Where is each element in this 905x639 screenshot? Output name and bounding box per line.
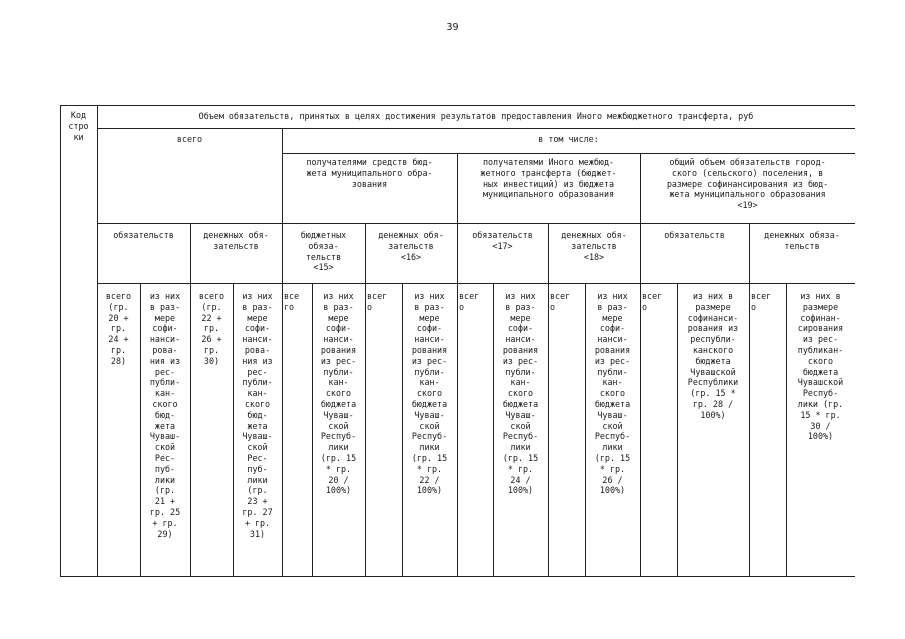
- row-rule-3: [97, 223, 855, 224]
- col-rule-group3: [640, 153, 641, 577]
- subheader-obligations-17: обязательств <17>: [472, 230, 533, 251]
- row-rule-1: [97, 128, 855, 129]
- group-header-municipal-recipients: получателями средств бюд- жета муниципального обра- зования: [306, 157, 433, 189]
- subheader-settlement-obligations: обязательств: [664, 230, 725, 240]
- subheader-total-monetary: денежных обя- зательств: [203, 230, 269, 251]
- column-cell-10: из них в раз- мере софи- нанси- рования из рес- публи- кан- ского бюджета Чуваш- ской Респуб- лики (гр. 15 * гр. 24 / 100%): [502, 291, 539, 496]
- obligations-table: [60, 105, 855, 577]
- column-cell-4: из них в раз- мере софи- нанси- рова- ния из рес- публи- кан- ского бюд- жета Чуваш- ской Рес- пуб- лики (гр. 23 + гр. 27 + гр. 31): [242, 291, 273, 539]
- subheader-budget-obligations: бюджетных обяза- тельств <15>: [300, 230, 347, 273]
- column-cell-11: всег о: [550, 291, 571, 312]
- column-cell-8: из них в раз- мере софи- нанси- рования из рес- публи- кан- ского бюджета Чуваш- ской Респуб- лики (гр. 15 * гр. 22 / 100%): [411, 291, 448, 496]
- column-cell-13: всег о: [642, 291, 663, 312]
- column-cell-12: из них в раз- мере софи- нанси- рования из рес- публи- кан- ского бюджета Чуваш- ской Респуб- лики (гр. 15 * гр. 26 / 100%): [594, 291, 631, 496]
- col-rule-sub-3: [365, 223, 366, 577]
- column-cell-3: всего (гр. 22 + гр. 26 + гр. 30): [198, 291, 225, 366]
- column-cell-7: всег о: [367, 291, 388, 312]
- subheader-total-obligations: обязательств: [113, 230, 174, 240]
- table-top-border: [60, 105, 855, 106]
- col-rule-sub-1: [190, 223, 191, 577]
- subheader-monetary-16: денежных обя- зательств <16>: [378, 230, 444, 262]
- column-cell-1: всего (гр. 20 + гр. 24 + гр. 28): [105, 291, 132, 366]
- column-cell-9: всег о: [459, 291, 480, 312]
- row-rule-4: [97, 283, 855, 284]
- group-header-settlement-total: общий объем обязательств город- ского (сельского) поселения, в размере софинансирования из бюд- жета муниципального образования <19>: [666, 157, 829, 211]
- column-cell-5: все го: [284, 291, 300, 312]
- main-header: Объем обязательств, принятых в целях достижения результатов предоставления Иного межбюджетного трансферта, руб: [198, 111, 754, 121]
- including-header: в том числе:: [538, 134, 599, 144]
- table-left-border: [60, 105, 61, 577]
- total-header: всего: [176, 134, 203, 144]
- col-rule-sub-5: [548, 223, 549, 577]
- column-cell-14: из них в размере софинанси- рования из республи- канского бюджета Чувашской Республики (гр. 15 * гр. 28 / 100%): [687, 291, 739, 420]
- column-cell-6: из них в раз- мере софи- нанси- рования из рес- публи- кан- ского бюджета Чуваш- ской Респуб- лики (гр. 15 * гр. 20 / 100%): [320, 291, 357, 496]
- subheader-settlement-monetary: денежных обяза- тельств: [764, 230, 840, 251]
- col-rule-group2: [457, 153, 458, 577]
- column-cell-15: всег о: [751, 291, 772, 312]
- column-cell-16: из них в размере софинан- сирования из рес- публикан- ского бюджета Чувашской Респуб- лики (гр. 15 * гр. 30 / 100%): [797, 291, 844, 442]
- code-header: Код стро ки: [68, 110, 89, 142]
- page-number: 39: [446, 22, 459, 33]
- col-rule-sub-7: [749, 223, 750, 577]
- subheader-monetary-18: денежных обя- зательств <18>: [561, 230, 627, 262]
- column-cell-2: из них в раз- мере софи- нанси- рова- ния из рес- публи- кан- ского бюд- жета Чуваш- ской Рес- пуб- лики (гр. 21 + гр. 25 + гр. 29): [149, 291, 181, 539]
- group-header-transfer-recipients: получателями Иного межбюд- жетного трансферта (бюджет- ных инвестиций) из бюджета муниципального образования: [480, 157, 617, 200]
- col-rule-including: [282, 128, 283, 577]
